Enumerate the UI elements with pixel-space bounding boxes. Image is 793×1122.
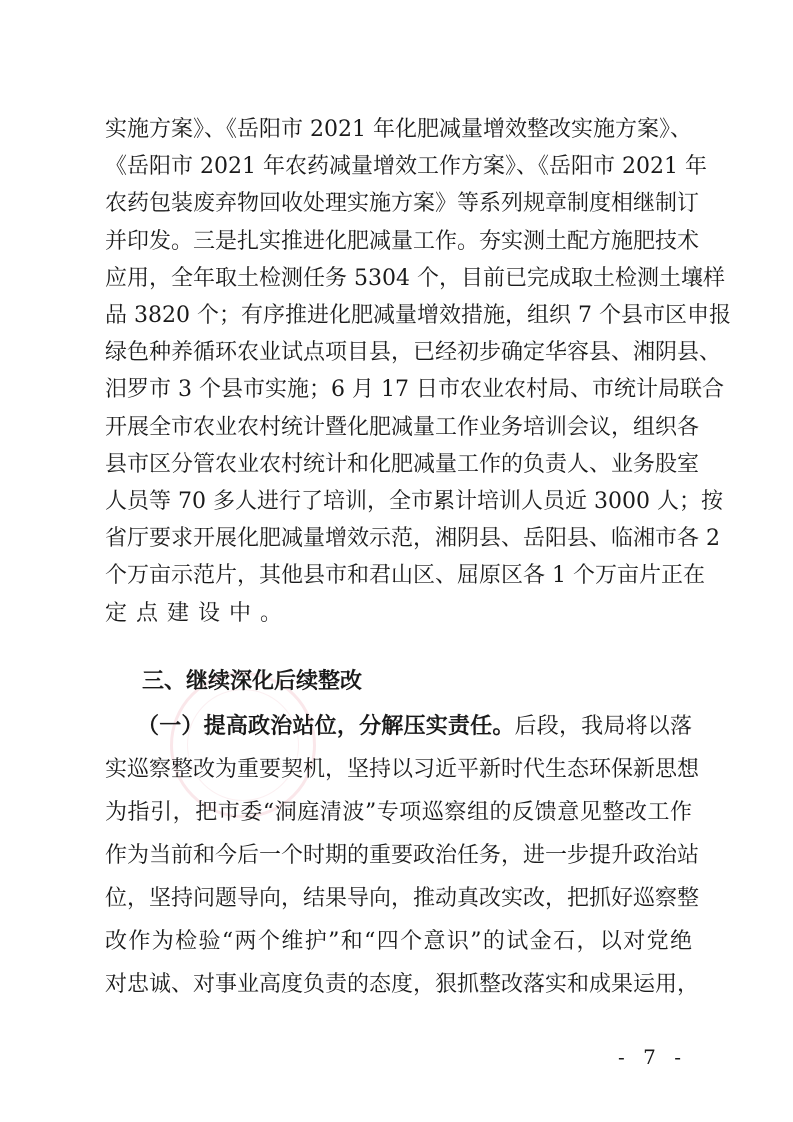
subsection-first-line — [137, 705, 692, 749]
text-line: 应用，全年取土检测任务 5304 个，目前已完成取土检测土壤样 — [105, 265, 725, 291]
text-line: 位，坚持问题导向，结果导向，推动真改实改，把抓好巡察整 — [105, 886, 700, 911]
text-line: 并印发。三是扎实推进化肥减量工作。夯实测土配方施肥技术 — [105, 228, 700, 254]
text-line: 实巡察整改为重要契机，坚持以习近平新时代生态环保新思想 — [105, 757, 700, 782]
text-line: 绿色种养循环农业试点项目县，已经初步确定华容县、湘阴县、 — [105, 340, 722, 366]
text-line: 县市区分管农业农村统计和化肥减量工作的负责人、业务股室 — [105, 451, 700, 477]
text-line: 品 3820 个；有序推进化肥减量增效措施，组织 7 个县市区申报 — [105, 303, 731, 328]
text-line: 省厅要求开展化肥减量增效示范，湘阴县、岳阳县、临湘市各 2 — [105, 526, 720, 552]
text-line: 改作为检验“两个维护”和“四个意识”的试金石，以对党绝 — [105, 929, 692, 954]
text-line: 实施方案》、《岳阳市 2021 年化肥减量增效整改实施方案》、 — [105, 117, 692, 142]
text-line: 汨罗市 3 个县市实施；6 月 17 日市农业农村局、市统计局联合 — [105, 377, 724, 403]
page-number: - 7 - — [618, 1045, 687, 1069]
text-line: 开展全市农业农村统计暨化肥减量工作业务培训会议，组织各 — [105, 414, 700, 440]
text-line: 定点建设中。 — [105, 600, 292, 626]
text-span: 后段，我局将以落 — [514, 714, 692, 739]
subsection-title: （一）提高政治站位，分解压实责任。 — [137, 714, 515, 739]
text-line: 个万亩示范片，其他县市和君山区、屈原区各 1 个万亩片正在 — [105, 563, 705, 589]
text-line: 对忠诚、对事业高度负责的态度，狠抓整改落实和成果运用， — [105, 972, 700, 997]
text-line: 作为当前和今后一个时期的重要政治任务，进一步提升政治站 — [105, 843, 700, 868]
section-heading: 三、继续深化后续整改 — [142, 669, 363, 694]
text-line: 农药包装废弃物回收处理实施方案》等系列规章制度相继制订 — [105, 191, 700, 217]
text-line: 《岳阳市 2021 年农药减量增效工作方案》、《岳阳市 2021 年 — [105, 154, 707, 180]
text-line: 为指引，把市委“洞庭清波”专项巡察组的反馈意见整改工作 — [105, 800, 692, 825]
text-line: 人员等 70 多人进行了培训，全市累计培训人员近 3000 人；按 — [105, 489, 723, 514]
